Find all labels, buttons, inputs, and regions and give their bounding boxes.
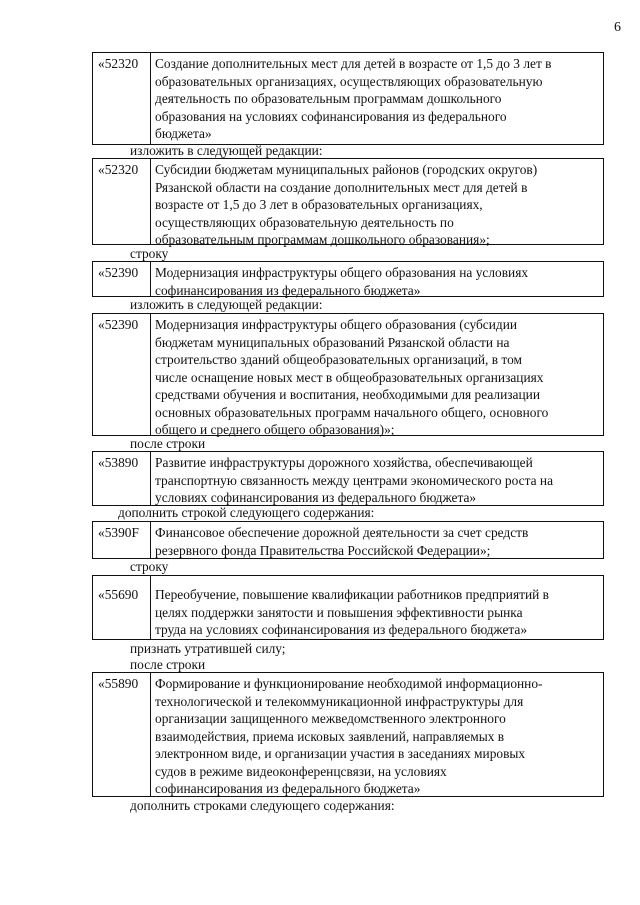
text-line: электронном виде, и организации участия в заседаниях мировых [155, 746, 526, 761]
text-line: деятельность по образовательным программам дошкольного [155, 91, 502, 106]
row-code: «5390F [93, 522, 151, 558]
instruction-text: изложить в следующей редакции: [130, 297, 323, 312]
row-code: «52390 [93, 314, 151, 435]
text-line: Модернизация инфраструктуры общего образования на условиях [155, 265, 529, 280]
row-description [151, 262, 603, 296]
text-line: софинансирования из федерального бюджета» [155, 781, 421, 796]
text-line: Рязанской области на создание дополнительных мест для детей в [155, 179, 528, 195]
row-code: «52320 [93, 53, 151, 144]
text-line: Переобучение, повышение квалификации работников предприятий в [155, 587, 549, 602]
text-line: транспортную связанность между центрами экономического роста на [155, 472, 554, 488]
table-row-55890 [92, 672, 604, 797]
text-line: целях поддержки занятости и повышения эффективности рынка [155, 604, 523, 620]
text-line: Создание дополнительных мест для детей в возрасте от 1,5 до 3 лет в [155, 56, 552, 71]
row-description [151, 673, 603, 796]
text-line: осуществляющих образовательную деятельность по [155, 214, 454, 230]
instruction-text: дополнить строками следующего содержания: [130, 798, 395, 813]
text-line: Развитие инфраструктуры дорожного хозяйства, обеспечивающей [155, 455, 533, 470]
text-line: резервного фонда Правительства Российской Федерации»; [155, 542, 491, 558]
row-description [151, 53, 603, 144]
row-code: «52320 [93, 159, 151, 244]
row-code: «52390 [93, 262, 151, 296]
text-line: Модернизация инфраструктуры общего образования (субсидии [155, 317, 518, 332]
text-line: Финансовое обеспечение дорожной деятельности за счет средств [155, 525, 529, 540]
row-description [151, 452, 603, 505]
text-line: средствами обучения и воспитания, необходимыми для реализации [155, 387, 540, 402]
text-line: строительство зданий общеобразовательных организаций, в том [155, 352, 523, 367]
row-code: «55890 [93, 673, 151, 796]
text-line: бюджета» [155, 126, 212, 141]
text-line: Субсидии бюджетам муниципальных районов (городских округов) [155, 162, 538, 177]
table-row-52320-new [92, 158, 604, 245]
row-description [151, 522, 603, 558]
page-number: 6 [614, 20, 621, 35]
row-code: «53890 [93, 452, 151, 505]
row-description [151, 576, 603, 639]
text-line: технологической и телекоммуникационной инфраструктуры для [155, 693, 524, 709]
instruction-text: изложить в следующей редакции: [130, 143, 323, 158]
table-row-53890 [92, 451, 604, 506]
text-line: софинансирования из федерального бюджета» [155, 282, 421, 298]
text-line: числе оснащение новых мест в общеобразовательных организациях [155, 369, 544, 385]
text-line: образования на условиях софинансирования из федерального [155, 108, 507, 124]
row-description [151, 159, 603, 247]
instruction-text: после строки [130, 436, 206, 451]
text-line: условиях софинансирования из федерального бюджета» [155, 490, 477, 505]
table-row-52390-old [92, 261, 604, 297]
text-line: общего и среднего общего образования)»; [155, 422, 395, 437]
row-description [151, 314, 603, 435]
text-line: судов в режиме видеоконференцсвязи, на условиях [155, 763, 447, 779]
text-line: бюджетам муниципальных образований Рязанской области на [155, 334, 510, 350]
instruction-text: дополнить строкой следующего содержания: [118, 505, 375, 520]
text-line: труда на условиях софинансирования из федерального бюджета» [155, 622, 528, 637]
table-row-55690 [92, 575, 604, 640]
instruction-text: после строки [130, 657, 206, 672]
text-line: возрасте от 1,5 до 3 лет в образовательных организациях, [155, 197, 483, 212]
instruction-text: строку [130, 246, 169, 261]
text-line: Формирование и функционирование необходимой информационно- [155, 676, 543, 691]
row-code: «55690 [93, 576, 151, 639]
table-row-52320-old [92, 52, 604, 145]
instruction-text: строку [130, 559, 169, 574]
table-row-52390-new [92, 313, 604, 436]
text-line: взаимодействия, приема исковых заявлений, направляемых в [155, 728, 505, 744]
table-row-5390F [92, 521, 604, 559]
text-line: образовательным программам дошкольного образования»; [155, 232, 490, 247]
text-line: основных образовательных программ начального общего, основного [155, 404, 549, 420]
text-line: организации защищенного межведомственного электронного [155, 711, 506, 726]
text-line: образовательных организациях, осуществляющих образовательную [155, 73, 543, 89]
instruction-text: признать утратившей силу; [130, 641, 286, 656]
